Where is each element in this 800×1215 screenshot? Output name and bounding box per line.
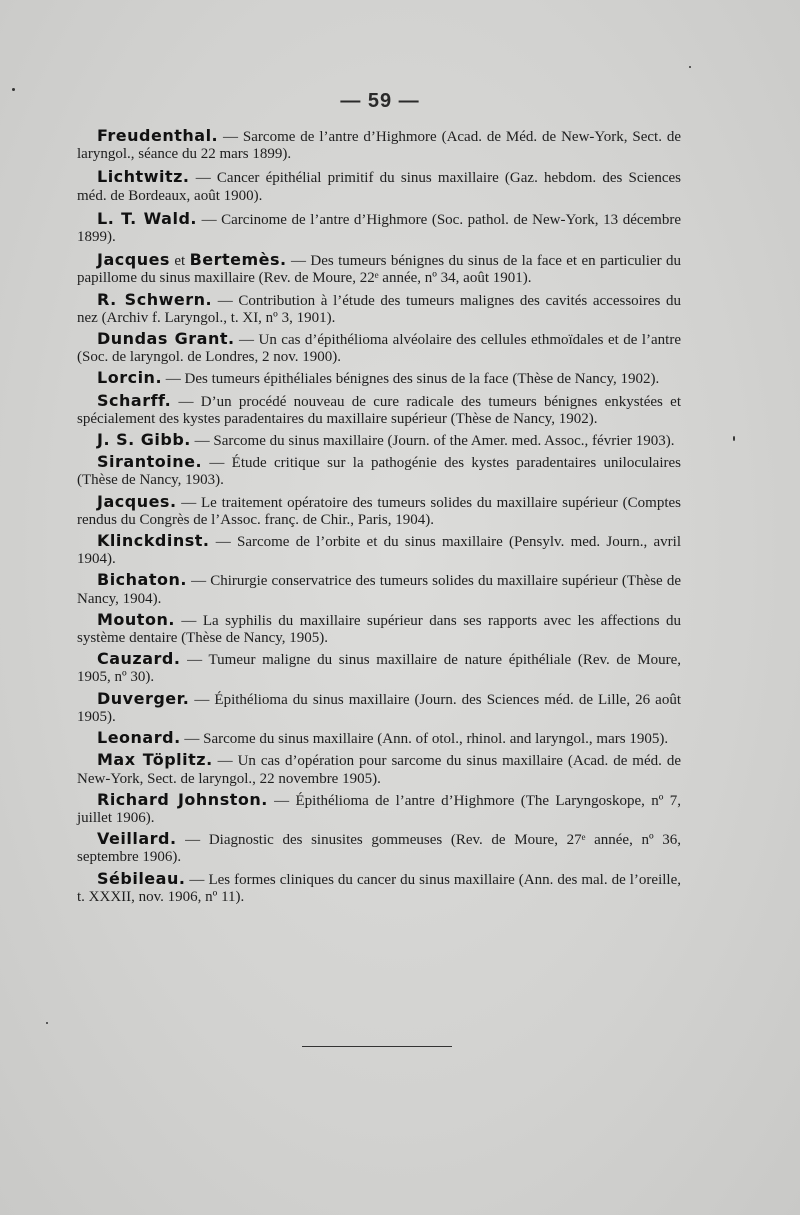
entry-text: — Un cas d’opération pour sarcome du sinus maxillaire (Acad. de méd. de New-York, Sect. de laryngol., 22 novembre 1905). [77, 753, 681, 787]
entry-text: — Cancer épithélial primitif du sinus maxillaire (Gaz. hebdom. des Sciences méd. de Bordeaux, août 1900). [77, 170, 681, 204]
entry-author: Lorcin. [97, 368, 163, 388]
bibliography-entry [77, 729, 681, 748]
entry-author: Leonard. [97, 728, 181, 748]
entry-author: Veillard. [97, 829, 177, 849]
bibliography-entry [77, 571, 681, 607]
bibliography-list [77, 127, 681, 909]
entry-text: — Sarcome de l’orbite et du sinus maxillaire (Pensylv. med. Journ., avril 1904). [77, 534, 681, 568]
bibliography-entry [77, 210, 681, 246]
entry-author: Klinckdinst. [97, 531, 210, 551]
entry-text: — Le traitement opératoire des tumeurs solides du maxillaire supérieur (Comptes rendus du Congrès de l’Assoc. franç. de Chir., Paris, 1904). [77, 494, 681, 528]
entry-text: — Sarcome du sinus maxillaire (Ann. of otol., rhinol. and laryngol., mars 1905). [180, 731, 669, 748]
entry-text: — Diagnostic des sinusites gommeuses (Rev. de Moure, 27ᵉ année, nº 36, septembre 1906). [77, 832, 681, 866]
entry-coauthor: Bertemès. [189, 250, 287, 270]
entry-author: Sirantoine. [97, 452, 203, 472]
entry-text: — Les formes cliniques du cancer du sinus maxillaire (Ann. des mal. de l’oreille, t. XXXII, nov. 1906, nº 11). [77, 871, 681, 905]
bibliography-entry [77, 127, 681, 163]
entry-author: Duverger. [97, 688, 190, 708]
entry-author: Scharff. [97, 390, 172, 410]
bibliography-entry [77, 330, 681, 366]
bibliography-entry [77, 650, 681, 686]
entry-text: — Épithélioma du sinus maxillaire (Journ. des Sciences méd. de Lille, 26 août 1905). [77, 691, 681, 725]
bibliography-entry [77, 291, 681, 327]
entry-text: — Des tumeurs épithéliales bénignes des sinus de la face (Thèse de Nancy, 1902). [162, 371, 660, 388]
entry-text: — Des tumeurs bénignes du sinus de la face et en particulier du papillome du sinus maxillaire (Rev. de Moure, 22ᵉ année, nº 34, août 1901). [77, 253, 682, 287]
entry-author: Bichaton. [97, 570, 187, 590]
entry-author: Sébileau. [97, 868, 186, 888]
entry-text: — Chirurgie conservatrice des tumeurs solides du maxillaire supérieur (Thèse de Nancy, 1904). [77, 573, 681, 607]
page-number: — 59 — [340, 90, 420, 112]
entry-author: L. T. Wald. [97, 208, 197, 228]
print-speck [46, 1022, 48, 1024]
entry-text: — Épithélioma de l’antre d’Highmore (The Laryngoskope, nº 7, juillet 1906). [77, 792, 681, 826]
bibliography-entry [77, 791, 681, 827]
entry-author: Dundas Grant. [97, 329, 235, 349]
entry-text: — Contribution à l’étude des tumeurs malignes des cavités accessoires du nez (Archiv f. Laryngol., t. XI, nº 3, 1901). [77, 292, 681, 326]
bibliography-entry [77, 611, 681, 647]
entry-text: — Sarcome du sinus maxillaire (Journ. of the Amer. med. Assoc., février 1903). [190, 433, 675, 450]
print-speck [689, 66, 691, 68]
entry-author: Richard Johnston. [97, 789, 268, 809]
bibliography-entry [77, 690, 681, 726]
entry-author: Jacques [97, 250, 170, 270]
bibliography-entry [77, 493, 681, 529]
bibliography-entry [77, 392, 681, 428]
bibliography-entry [77, 168, 681, 204]
end-rule [302, 1046, 452, 1047]
entry-text: — Étude critique sur la pathogénie des kystes paradentaires uniloculaires (Thèse de Nancy, 1903). [77, 455, 681, 489]
entry-author: J. S. Gibb. [97, 430, 191, 450]
entry-author: Mouton. [97, 609, 175, 629]
entry-connector: et [169, 253, 190, 270]
entry-author: Cauzard. [97, 649, 181, 669]
entry-author: Jacques. [97, 491, 177, 511]
print-speck [733, 436, 735, 441]
entry-author: Max Töplitz. [97, 750, 213, 770]
entry-text: — Un cas d’épithélioma alvéolaire des cellules ethmoïdales et de l’antre (Soc. de laryngol. de Londres, 2 nov. 1900). [77, 332, 681, 366]
entry-author: R. Schwern. [97, 289, 213, 309]
bibliography-entry [77, 431, 681, 450]
bibliography-entry [77, 453, 681, 489]
entry-author: Freudenthal. [97, 126, 219, 145]
entry-text: — Tumeur maligne du sinus maxillaire de nature épithéliale (Rev. de Moure, 1905, nº 30). [77, 652, 681, 686]
bibliography-entry [77, 532, 681, 568]
bibliography-entry [77, 251, 681, 287]
bibliography-entry [77, 369, 681, 388]
entry-text: — Sarcome de l’antre d’Highmore (Acad. de Méd. de New-York, Sect. de laryngol., séance du 22 mars 1899). [77, 129, 681, 163]
bibliography-entry [77, 751, 681, 787]
bibliography-entry [77, 870, 681, 906]
entry-text: — D’un procédé nouveau de cure radicale des tumeurs bénignes enkystées et spécialement des kystes paradentaires du maxillaire supérieur (Thèse de Nancy, 1902). [77, 393, 681, 427]
entry-text: — La syphilis du maxillaire supérieur dans ses rapports avec les affections du système dentaire (Thèse de Nancy, 1905). [77, 612, 681, 647]
bibliography-entry [77, 830, 681, 866]
print-speck [12, 88, 15, 91]
entry-author: Lichtwitz. [97, 167, 190, 187]
entry-text: — Carcinome de l’antre d’Highmore (Soc. pathol. de New-York, 13 décembre 1899). [77, 211, 681, 246]
